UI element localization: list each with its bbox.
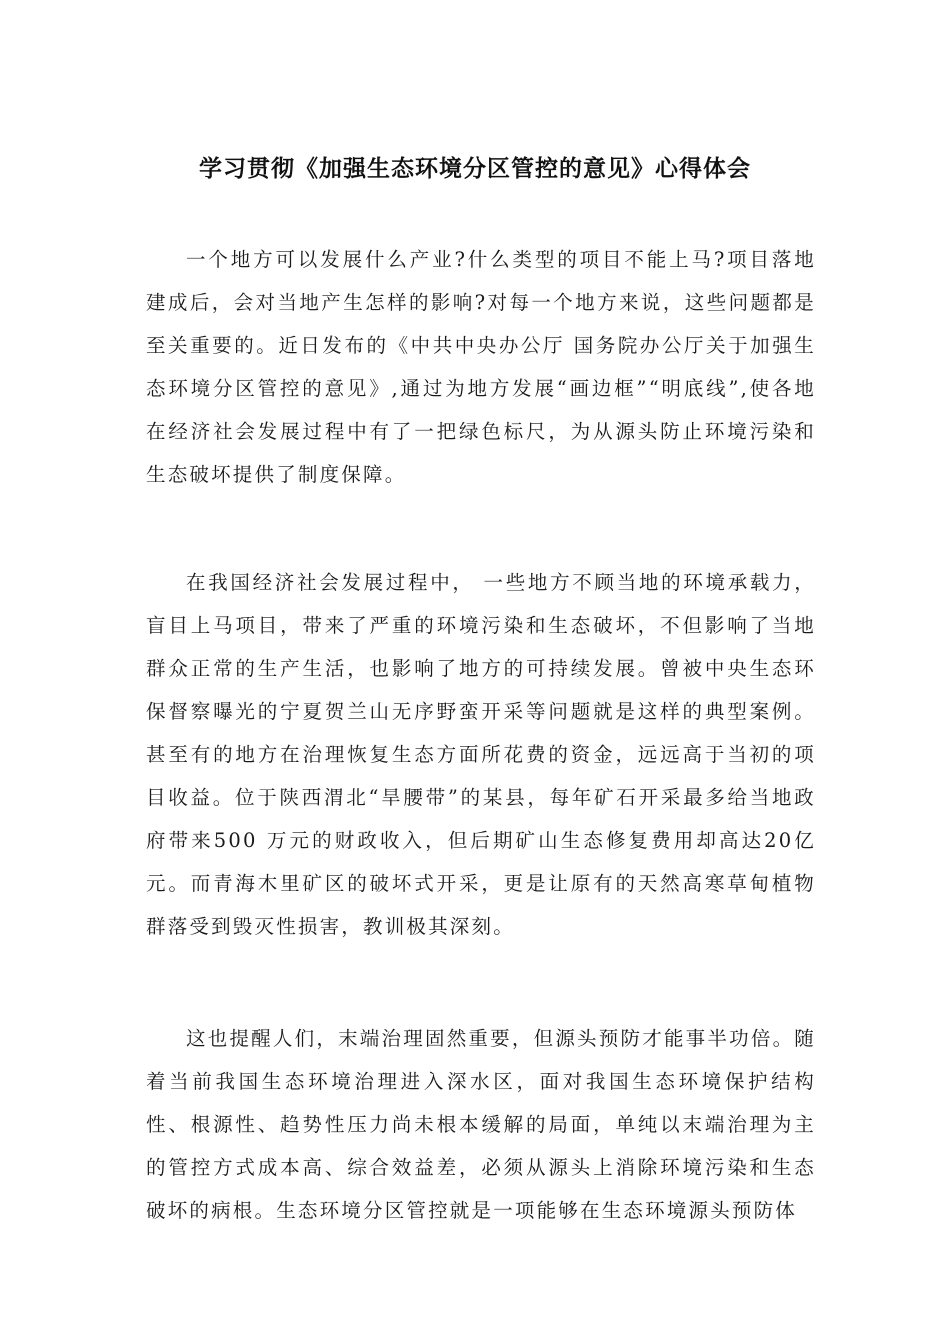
paragraph-1: 一个地方可以发展什么产业?什么类型的项目不能上马?项目落地建成后，会对当地产生怎样的影响?对每一个地方来说，这些问题都是至关重要的。近日发布的《中共中央办公厅 国务院办公厅关于加强生态环境分区管控的意见》,通过为地方发展“画边框”“明底线”,使各地在经济社会发展过程中有了一把绿色标尺，为从源头防止环境污染和生态破坏提供了制度保障。 (146, 248, 816, 486)
paragraph-3: 这也提醒人们，末端治理固然重要，但源头预防才能事半功倍。随着当前我国生态环境治理进入深水区，面对我国生态环境保护结构性、根源性、趋势性压力尚未根本缓解的局面，单纯以末端治理为主的管控方式成本高、综合效益差，必须从源头上消除环境污染和生态破坏的病根。生态环境分区管控就是一项能够在生态环境源头预防体 (146, 1027, 816, 1222)
document-title: 学习贯彻《加强生态环境分区管控的意见》心得体会 (199, 156, 751, 182)
paragraph-2: 在我国经济社会发展过程中， 一些地方不顾当地的环境承载力，盲目上马项目，带来了严重的环境污染和生态破坏，不但影响了当地群众正常的生产生活，也影响了地方的可持续发展。曾被中央生态环保督察曝光的宁夏贺兰山无序野蛮开采等问题就是这样的典型案例。甚至有的地方在治理恢复生态方面所花费的资金，远远高于当初的项目收益。位于陕西渭北“旱腰带”的某县，每年矿石开采最多给当地政府带来500 万元的财政收入，但后期矿山生态修复费用却高达20亿元。而青海木里矿区的破坏式开采，更是让原有的天然高寒草甸植物群落受到毁灭性损害，教训极其深刻。 (146, 571, 816, 938)
